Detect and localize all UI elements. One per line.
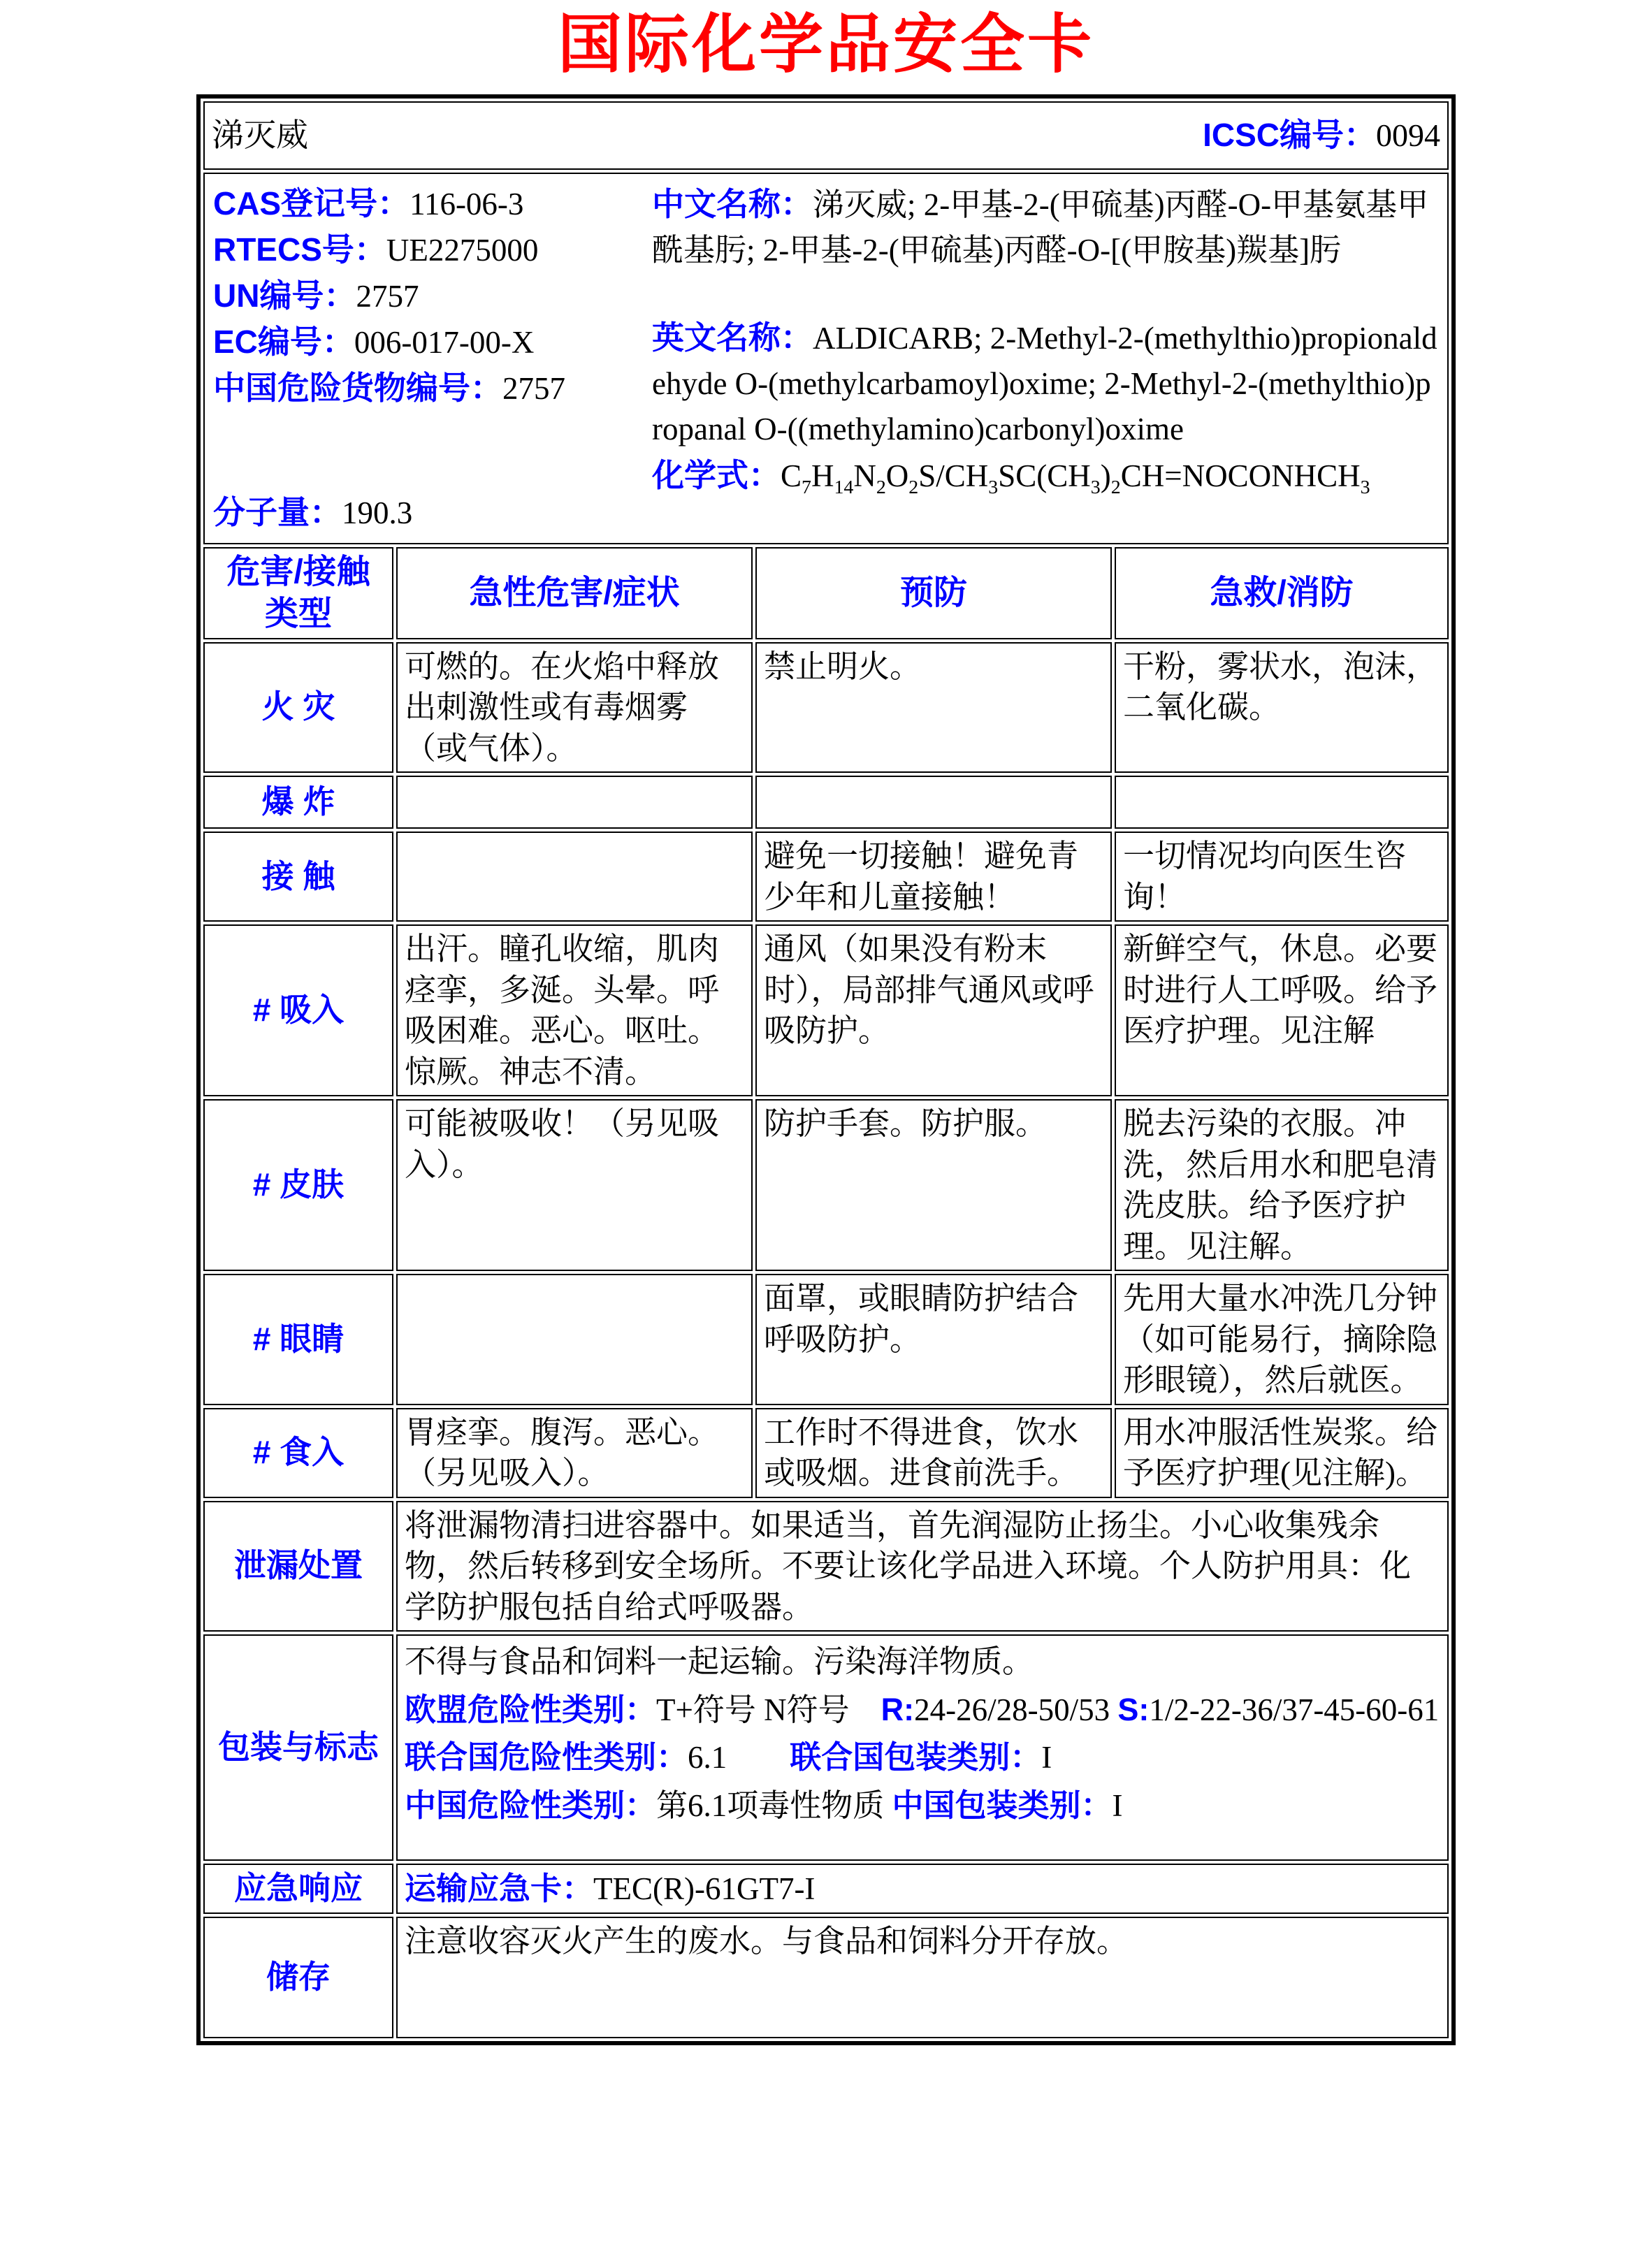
icsc-number-label: ICSC编号： — [1203, 117, 1377, 154]
ec-number: EC编号：006-017-00-X — [212, 323, 535, 360]
storage-row — [203, 1917, 1449, 2038]
icsc-number-value: 0094 — [1376, 117, 1441, 154]
hazard-type-label: # 眼睛 — [203, 1274, 393, 1405]
spill-disposal-text: 将泄漏物清扫进容器中。如果适当，首先润湿防止扬尘。小心收集残余物，然后转移到安全场所。不要让该化学品进入环境。个人防护用具：化学防护服包括自给式呼吸器。 — [396, 1501, 1449, 1632]
formula-value: $C_7H_{14}N_2O_2S/CH_3SC(CH_3)_2CH=NOCONHCH_3$ — [780, 458, 1370, 499]
hazard-type-label: # 食入 — [203, 1408, 393, 1498]
hazard-header-row — [203, 547, 1449, 639]
eyes-response: 先用大量水冲洗几分钟（如可能易行，摘除隐形眼镜），然后就医。 — [1115, 1274, 1449, 1405]
ingestion-symptoms: 胃痉挛。腹泻。恶心。（另见吸入）。 — [396, 1408, 753, 1498]
packaging-content — [396, 1634, 1449, 1861]
hazard-type-label: 接 触 — [203, 832, 393, 922]
skin-prevention: 防护手套。防护服。 — [755, 1099, 1112, 1271]
emergency-response-row — [203, 1864, 1449, 1914]
icsc-card-table — [196, 94, 1456, 2045]
inhalation-symptoms: 出汗。瞳孔收缩，肌肉痉挛，多涎。头晕。呼吸困难。恶心。呕吐。惊厥。神志不清。 — [396, 924, 753, 1096]
col-header-hazard-type: 危害/接触类型 — [203, 547, 393, 639]
hazard-row-ingestion — [203, 1408, 1449, 1498]
skin-symptoms: 可能被吸收！（另见吸入）。 — [396, 1099, 753, 1271]
section-label-packaging: 包装与标志 — [203, 1634, 393, 1861]
section-label-emergency: 应急响应 — [203, 1864, 393, 1914]
skin-response: 脱去污染的衣服。冲洗，然后用水和肥皂清洗皮肤。给予医疗护理。见注解。 — [1115, 1099, 1449, 1271]
eyes-prevention: 面罩，或眼睛防护结合呼吸防护。 — [755, 1274, 1112, 1405]
rtecs-number: RTECS号：UE2275000 — [212, 231, 539, 268]
contact-response: 一切情况均向医生咨询！ — [1115, 832, 1449, 922]
hazard-type-label: # 皮肤 — [203, 1099, 393, 1271]
col-header-prevention: 预防 — [755, 547, 1112, 639]
col-header-symptoms: 急性危害/症状 — [396, 547, 753, 639]
inhalation-response: 新鲜空气，休息。必要时进行人工呼吸。给予医疗护理。见注解 — [1115, 924, 1449, 1096]
chemical-names — [652, 181, 1439, 535]
col-header-firstaid: 急救/消防 — [1115, 547, 1449, 639]
identification-row — [203, 173, 1449, 544]
chemical-name: 涕灭威 — [211, 117, 308, 154]
packaging-transport-note: 不得与食品和饲料一起运输。污染海洋物质。 — [404, 1644, 1034, 1680]
hazard-row-explosion — [203, 776, 1449, 829]
packaging-un-class: 联合国危险性类别：6.1 联合国包装类别：I — [404, 1739, 1052, 1776]
registry-numbers — [213, 181, 652, 535]
contact-symptoms — [396, 832, 753, 922]
fire-response: 干粉，雾状水，泡沫，二氧化碳。 — [1115, 642, 1449, 774]
explosion-response — [1115, 776, 1449, 829]
hazard-type-label: # 吸入 — [203, 924, 393, 1096]
page-title: 国际化学品安全卡 — [557, 9, 1094, 80]
section-label-storage: 储存 — [203, 1917, 393, 2038]
explosion-symptoms — [396, 776, 753, 829]
packaging-row — [203, 1634, 1449, 1861]
un-number: UN编号：2757 — [212, 277, 419, 314]
storage-text: 注意收容灭火产生的废水。与食品和饲料分开存放。 — [396, 1917, 1449, 2038]
icsc-number — [1203, 115, 1440, 157]
english-name: 英文名称：ALDICARB; 2-Methyl-2-(methylthio)propionaldehyde O-(methylcarbamoyl)oxime; 2-Methyl-2-(methylthio)propanal O-((methylamino)carbonyl)oxime — [651, 319, 1437, 447]
chinese-name: 中文名称：涕灭威; 2-甲基-2-(甲硫基)丙醛-O-甲基氨基甲酰基肟; 2-甲基-2-(甲硫基)丙醛-O-[(甲胺基)羰基]肟 — [651, 186, 1429, 268]
hazard-row-fire — [203, 642, 1449, 774]
icsc-document-page — [0, 10, 1652, 2243]
china-dg-number: 中国危险货物编号：2757 — [212, 369, 565, 406]
explosion-prevention — [755, 776, 1112, 829]
inhalation-prevention: 通风（如果没有粉末时），局部排气通风或呼吸防护。 — [755, 924, 1112, 1096]
ingestion-response: 用水冲服活性炭浆。给予医疗护理(见注解)。 — [1115, 1408, 1449, 1498]
packaging-china-class: 中国危险性类别：第6.1项毒性物质 中国包装类别：I — [404, 1787, 1123, 1823]
packaging-eu-class: 欧盟危险性类别：T+符号 N符号 R:24-26/28-50/53 S:1/2-22-36/37-45-60-61 — [404, 1691, 1440, 1727]
section-label-spill: 泄漏处置 — [203, 1501, 393, 1632]
hazard-row-contact — [203, 832, 1449, 922]
hazard-type-label: 火 灾 — [203, 642, 393, 774]
hazard-row-eyes — [203, 1274, 1449, 1405]
chemical-formula: 化学式：$C_7H_{14}N_2O_2S/CH_3SC(CH_3)_2CH=NOCONHCH_3$ — [651, 457, 1370, 499]
fire-prevention: 禁止明火。 — [755, 642, 1112, 774]
hazard-type-label: 爆 炸 — [203, 776, 393, 829]
molecular-weight: 分子量：190.3 — [212, 493, 413, 530]
card-header-row — [203, 101, 1449, 170]
contact-prevention: 避免一切接触！避免青少年和儿童接触！ — [755, 832, 1112, 922]
fire-symptoms: 可燃的。在火焰中释放出刺激性或有毒烟雾（或气体）。 — [396, 642, 753, 774]
ingestion-prevention: 工作时不得进食，饮水或吸烟。进食前洗手。 — [755, 1408, 1112, 1498]
hazard-row-inhalation — [203, 924, 1449, 1096]
spill-disposal-row — [203, 1501, 1449, 1632]
hazard-row-skin — [203, 1099, 1449, 1271]
cas-number: CAS登记号：116-06-3 — [212, 185, 524, 222]
emergency-response-text: 运输应急卡：TEC(R)-61GT7-I — [396, 1864, 1449, 1914]
eyes-symptoms — [396, 1274, 753, 1405]
